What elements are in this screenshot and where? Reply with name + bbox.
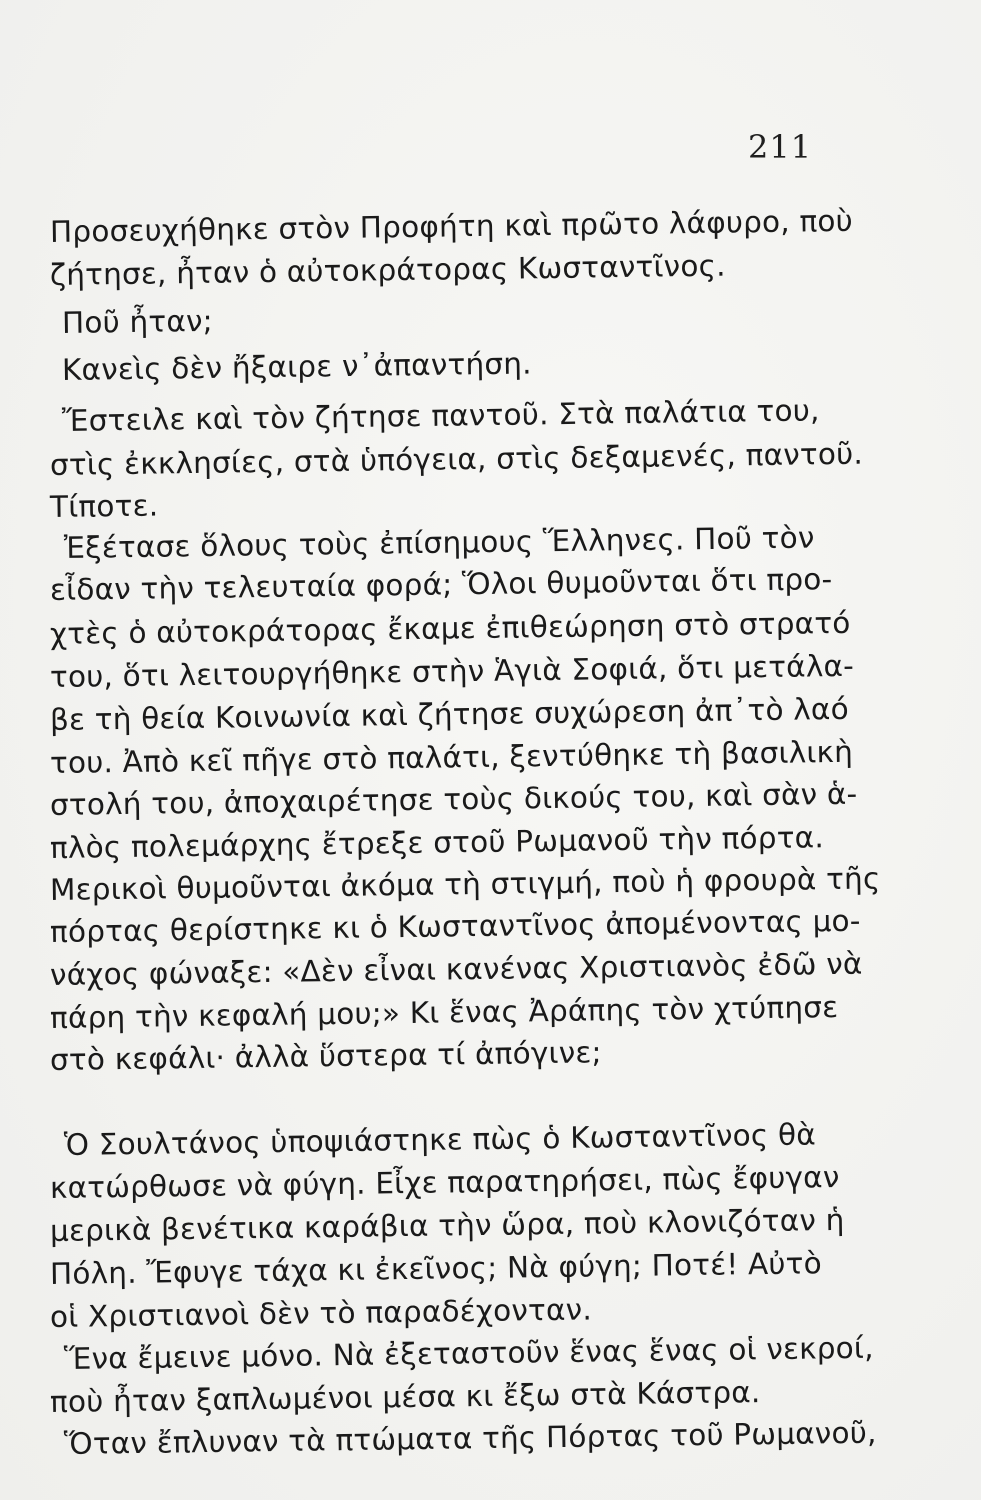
- page-number: 211: [748, 128, 813, 166]
- text-line: Τίποτε.: [49, 488, 159, 524]
- text-line: οἱ Χριστιανοὶ δὲν τὸ παραδέχονταν.: [49, 1292, 593, 1334]
- text-line: Ὅταν ἔπλυναν τὰ πτώματα τῆς Πόρτας τοῦ Ρωμανοῦ,: [63, 1415, 877, 1461]
- text-line: κατώρθωσε νὰ φύγη. Εἶχε παρατηρήσει, πὼς ἔφυγαν: [49, 1159, 840, 1205]
- text-line: ποὺ ἦταν ξαπλωμένοι μέσα κι ἔξω στὰ Κάστρα.: [49, 1375, 761, 1419]
- text-line: στὸ κεφάλι· ἀλλὰ ὕστερα τί ἀπόγινε;: [49, 1035, 602, 1077]
- text-line: στὶς ἐκκλησίες, στὰ ὑπόγεια, στὶς δεξαμενές, παντοῦ.: [49, 436, 864, 482]
- text-line: χτὲς ὁ αὐτοκράτορας ἔκαμε ἐπιθεώρηση στὸ στρατό: [49, 605, 851, 651]
- text-line: ζήτησε, ἦταν ὁ αὐτοκράτορας Κωσταντῖνος.: [49, 248, 726, 292]
- text-line: πλὸς πολεμάρχης ἔτρεξε στοῦ Ρωμανοῦ τὴν πόρτα.: [49, 820, 825, 865]
- text-line: μερικὰ βενέτικα καράβια τὴν ὥρα, ποὺ κλονιζόταν ἡ: [49, 1202, 845, 1248]
- text-line: Προσευχήθηκε στὸν Προφήτη καὶ πρῶτο λάφυρο, ποὺ: [49, 203, 854, 249]
- text-line: Μερικοὶ θυμοῦνται ἀκόμα τὴ στιγμή, ποὺ ἡ φρουρὰ τῆς: [49, 861, 881, 907]
- text-line: Κανεὶς δὲν ἤξαιρε ν᾿ἀπαντήση.: [61, 346, 532, 387]
- text-line: νάχος φώναξε: «Δὲν εἶναι κανένας Χριστιανὸς ἐδῶ νὰ: [49, 946, 863, 992]
- text-line: Ἐξέτασε ὅλους τοὺς ἐπίσημους Ἕλληνες. Ποῦ τὸν: [63, 520, 815, 565]
- text-line: πόρτας θερίστηκε κι ὁ Κωσταντῖνος ἀπομένοντας μο-: [49, 903, 861, 949]
- text-line: του, ὅτι λειτουργήθηκε στὴν Ἁγιὰ Σοφιά, ὅτι μετάλα-: [49, 648, 855, 694]
- text-line: Ποῦ ἦταν;: [61, 303, 214, 340]
- text-line: Ἕνα ἔμεινε μόνο. Νὰ ἐξεταστοῦν ἕνας ἕνας οἱ νεκροί,: [63, 1330, 874, 1376]
- text-line: βε τὴ θεία Κοινωνία καὶ ζήτησε συχώρεση ἀπ᾿τὸ λαό: [49, 691, 850, 737]
- text-line: πάρη τὴν κεφαλή μου;» Κι ἕνας Ἀράπης τὸν χτύπησε: [49, 989, 839, 1035]
- text-line: Ὁ Σουλτάνος ὑποψιάστηκε πὼς ὁ Κωσταντῖνος θὰ: [63, 1117, 817, 1162]
- text-line: Πόλη. Ἔφυγε τάχα κι ἐκεῖνος; Νὰ φύγη; Ποτέ! Αὐτὸ: [49, 1246, 823, 1291]
- text-line: εἶδαν τὴν τελευταία φορά; Ὅλοι θυμοῦνται ὅτι προ-: [49, 562, 833, 607]
- text-line: Ἔστειλε καὶ τὸν ζήτησε παντοῦ. Στὰ παλάτια του,: [61, 393, 820, 438]
- text-line: στολή του, ἀποχαιρέτησε τοὺς δικούς του, καὶ σὰν ἁ-: [49, 776, 858, 822]
- text-line: του. Ἀπὸ κεῖ πῆγε στὸ παλάτι, ξεντύθηκε τὴ βασιλικὴ: [49, 734, 854, 780]
